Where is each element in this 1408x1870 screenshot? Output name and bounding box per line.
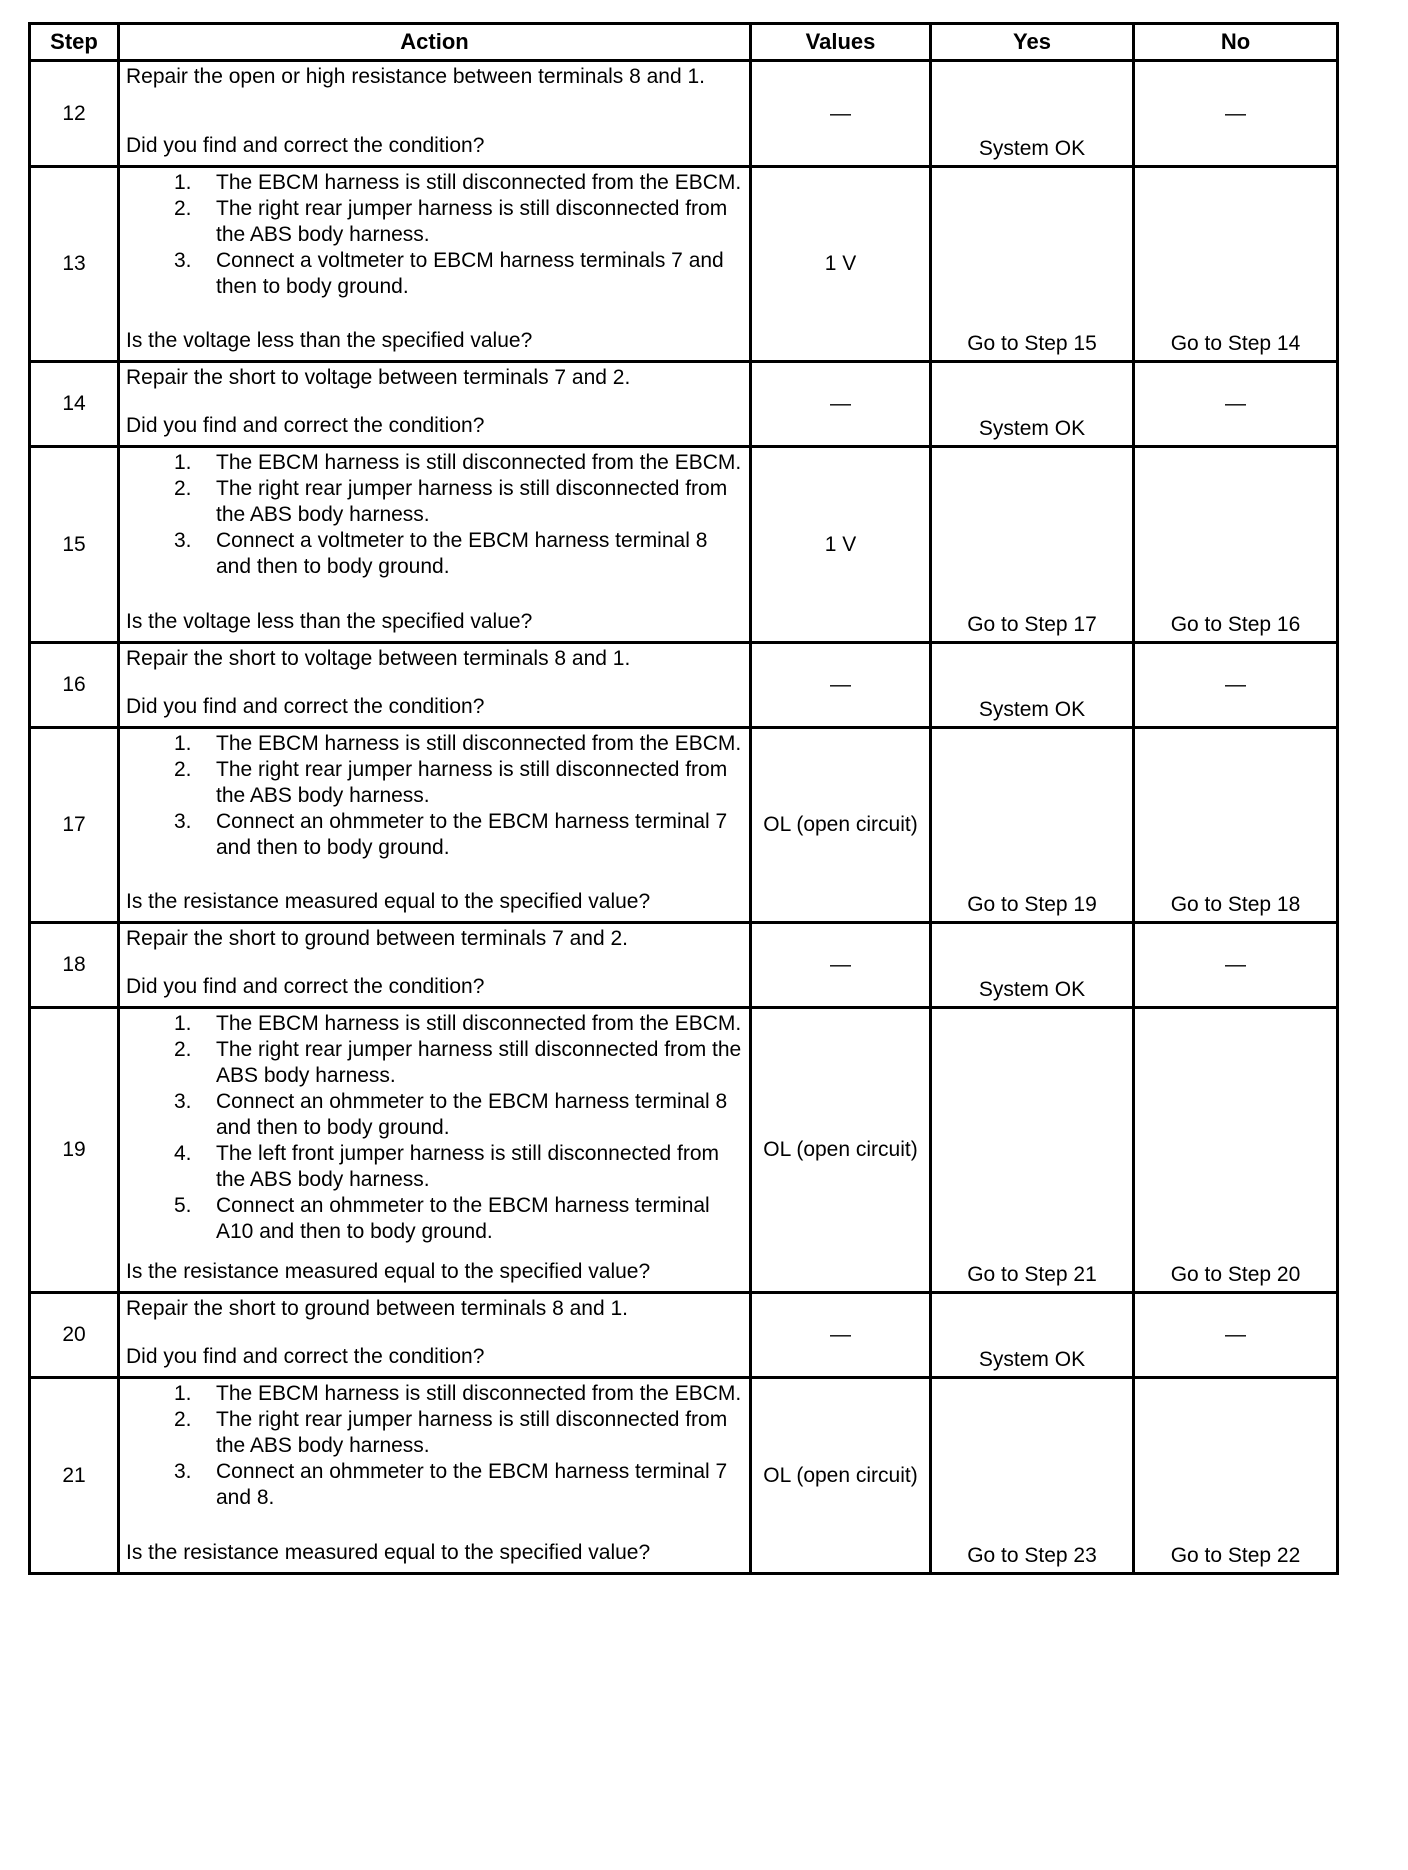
procedure-item-number: 2. <box>174 1408 192 1431</box>
procedure-item <box>126 1011 745 1037</box>
yes-cell <box>931 923 1134 1008</box>
procedure-item <box>126 809 745 861</box>
procedure-item <box>126 1459 745 1511</box>
header-step: Step <box>30 24 119 61</box>
no-cell <box>1134 1008 1338 1293</box>
action-question: Did you find and correct the condition? <box>126 1345 485 1368</box>
yes-result: System OK <box>978 417 1086 440</box>
procedure-item-text: Connect a voltmeter to EBCM harness terminals 7 and then to body ground. <box>216 249 724 298</box>
procedure-item <box>126 731 745 757</box>
table-row <box>30 923 1338 1008</box>
yes-cell <box>931 362 1134 447</box>
specified-value: — <box>830 101 851 125</box>
specified-value: — <box>830 673 851 696</box>
diagnostic-table <box>28 22 1339 1575</box>
yes-cell <box>931 643 1134 728</box>
procedure-item <box>126 1141 745 1193</box>
action-content <box>120 1009 749 1288</box>
action-text: Repair the short to ground between terminals 7 and 2. <box>126 927 628 950</box>
procedure-item-text: The EBCM harness is still disconnected from the EBCM. <box>216 451 742 474</box>
yes-result: Go to Step 19 <box>967 893 1097 916</box>
procedure-item <box>126 1381 745 1407</box>
procedure-item-number: 2. <box>174 1038 192 1061</box>
step-number: 19 <box>30 1008 119 1293</box>
header-values: Values <box>751 24 931 61</box>
action-content <box>120 62 749 162</box>
procedure-item <box>126 528 745 580</box>
action-cell <box>119 447 751 643</box>
action-question: Is the voltage less than the specified value? <box>126 610 533 633</box>
specified-value: — <box>830 1323 851 1346</box>
procedure-item-text: Connect an ohmmeter to the EBCM harness terminal 7 and 8. <box>216 1460 728 1509</box>
procedure-item <box>126 1193 745 1245</box>
procedure-list <box>126 1011 745 1245</box>
procedure-item-number: 5. <box>174 1194 192 1217</box>
procedure-item-text: The EBCM harness is still disconnected from the EBCM. <box>216 171 742 194</box>
table-row <box>30 1378 1338 1574</box>
action-question: Is the resistance measured equal to the specified value? <box>126 1260 651 1283</box>
table-row <box>30 167 1338 362</box>
specified-value: OL (open circuit) <box>763 813 918 836</box>
step-number: 18 <box>30 923 119 1008</box>
procedure-item-number: 3. <box>174 529 192 552</box>
action-content <box>120 729 749 918</box>
procedure-item-text: Connect an ohmmeter to the EBCM harness terminal 8 and then to body ground. <box>216 1090 728 1139</box>
procedure-item-number: 1. <box>174 451 192 474</box>
procedure-item-text: The right rear jumper harness is still disconnected from the ABS body harness. <box>216 1408 728 1457</box>
yes-result: Go to Step 21 <box>967 1263 1097 1286</box>
yes-result: System OK <box>978 978 1086 1001</box>
table-row <box>30 61 1338 167</box>
yes-cell <box>931 1378 1134 1574</box>
action-question: Is the voltage less than the specified value? <box>126 329 533 352</box>
no-cell <box>1134 61 1338 167</box>
action-cell <box>119 167 751 362</box>
procedure-item-number: 3. <box>174 1460 192 1483</box>
value-cell <box>751 61 931 167</box>
value-cell <box>751 1008 931 1293</box>
no-cell <box>1134 167 1338 362</box>
procedure-list <box>126 1381 745 1511</box>
yes-cell <box>931 167 1134 362</box>
action-question: Is the resistance measured equal to the specified value? <box>126 1541 651 1564</box>
no-result: Go to Step 20 <box>1170 1263 1301 1286</box>
specified-value: — <box>830 392 851 415</box>
yes-cell <box>931 728 1134 923</box>
action-cell <box>119 728 751 923</box>
action-content <box>120 644 749 723</box>
procedure-item-text: Connect a voltmeter to the EBCM harness terminal 8 and then to body ground. <box>216 529 708 578</box>
procedure-list <box>126 170 745 300</box>
procedure-item-number: 4. <box>174 1142 192 1165</box>
yes-result: Go to Step 17 <box>967 613 1097 636</box>
action-cell <box>119 362 751 447</box>
procedure-item-number: 2. <box>174 758 192 781</box>
action-text: Repair the open or high resistance between terminals 8 and 1. <box>126 65 706 88</box>
no-cell <box>1134 362 1338 447</box>
step-number: 21 <box>30 1378 119 1574</box>
procedure-item-number: 1. <box>174 1382 192 1405</box>
step-number: 16 <box>30 643 119 728</box>
specified-value: — <box>830 953 851 976</box>
step-number: 15 <box>30 447 119 643</box>
no-cell <box>1134 1378 1338 1574</box>
procedure-item <box>126 757 745 809</box>
table-row <box>30 1293 1338 1378</box>
procedure-item-number: 1. <box>174 732 192 755</box>
step-number: 20 <box>30 1293 119 1378</box>
procedure-item-number: 3. <box>174 810 192 833</box>
header-yes: Yes <box>931 24 1134 61</box>
value-cell <box>751 447 931 643</box>
specified-value: OL (open circuit) <box>763 1138 918 1161</box>
value-cell <box>751 167 931 362</box>
action-cell <box>119 1293 751 1378</box>
value-cell <box>751 728 931 923</box>
action-question: Did you find and correct the condition? <box>126 414 485 437</box>
no-result: — <box>1225 953 1246 976</box>
table-row <box>30 1008 1338 1293</box>
specified-value: 1 V <box>824 252 857 275</box>
action-content <box>120 168 749 357</box>
yes-result: System OK <box>978 137 1086 160</box>
table-row <box>30 362 1338 447</box>
table-row <box>30 643 1338 728</box>
yes-result: System OK <box>978 1348 1086 1371</box>
procedure-item-text: The EBCM harness is still disconnected from the EBCM. <box>216 1012 742 1035</box>
table-row <box>30 447 1338 643</box>
procedure-item-text: Connect an ohmmeter to the EBCM harness terminal 7 and then to body ground. <box>216 810 728 859</box>
action-content <box>120 448 749 638</box>
procedure-item-text: The right rear jumper harness is still disconnected from the ABS body harness. <box>216 197 728 246</box>
yes-result: System OK <box>978 698 1086 721</box>
yes-cell <box>931 1008 1134 1293</box>
action-content <box>120 1294 749 1373</box>
procedure-list <box>126 450 745 580</box>
no-result: Go to Step 22 <box>1170 1544 1301 1567</box>
no-cell <box>1134 1293 1338 1378</box>
no-result: — <box>1225 1323 1246 1346</box>
header-row <box>30 24 1338 61</box>
action-cell <box>119 643 751 728</box>
step-number: 13 <box>30 167 119 362</box>
no-result: — <box>1225 673 1246 696</box>
yes-result: Go to Step 23 <box>967 1544 1097 1567</box>
no-result: Go to Step 16 <box>1170 613 1301 636</box>
procedure-item-text: The EBCM harness is still disconnected from the EBCM. <box>216 1382 742 1405</box>
yes-cell <box>931 447 1134 643</box>
procedure-item <box>126 1037 745 1089</box>
action-text: Repair the short to ground between terminals 8 and 1. <box>126 1297 628 1320</box>
procedure-item <box>126 196 745 248</box>
procedure-item <box>126 476 745 528</box>
specified-value: 1 V <box>824 532 857 556</box>
action-text: Repair the short to voltage between terminals 7 and 2. <box>126 366 631 389</box>
action-text: Repair the short to voltage between terminals 8 and 1. <box>126 647 631 670</box>
procedure-item-text: The EBCM harness is still disconnected from the EBCM. <box>216 732 742 755</box>
action-cell <box>119 1008 751 1293</box>
action-question: Did you find and correct the condition? <box>126 134 485 157</box>
procedure-item <box>126 170 745 196</box>
action-question: Did you find and correct the condition? <box>126 975 485 998</box>
action-question: Is the resistance measured equal to the specified value? <box>126 890 651 913</box>
no-result: — <box>1225 101 1246 125</box>
procedure-item-text: The right rear jumper harness is still disconnected from the ABS body harness. <box>216 477 728 526</box>
header-no: No <box>1134 24 1338 61</box>
procedure-item-number: 3. <box>174 249 192 272</box>
value-cell <box>751 362 931 447</box>
action-cell <box>119 923 751 1008</box>
value-cell <box>751 1378 931 1574</box>
procedure-item-number: 1. <box>174 1012 192 1035</box>
header-action: Action <box>119 24 751 61</box>
table-body <box>30 61 1338 1574</box>
procedure-item <box>126 1407 745 1459</box>
value-cell <box>751 643 931 728</box>
yes-cell <box>931 1293 1134 1378</box>
procedure-item-number: 2. <box>174 477 192 500</box>
yes-result: Go to Step 15 <box>967 332 1097 355</box>
table-row <box>30 728 1338 923</box>
no-result: Go to Step 14 <box>1170 332 1301 355</box>
value-cell <box>751 923 931 1008</box>
procedure-item-text: The right rear jumper harness still disconnected from the ABS body harness. <box>216 1038 742 1087</box>
value-cell <box>751 1293 931 1378</box>
action-question: Did you find and correct the condition? <box>126 695 485 718</box>
action-cell <box>119 61 751 167</box>
no-result: Go to Step 18 <box>1170 893 1301 916</box>
procedure-item <box>126 1089 745 1141</box>
procedure-list <box>126 731 745 861</box>
no-cell <box>1134 728 1338 923</box>
specified-value: OL (open circuit) <box>763 1463 918 1487</box>
procedure-item-text: The right rear jumper harness is still disconnected from the ABS body harness. <box>216 758 728 807</box>
no-cell <box>1134 643 1338 728</box>
procedure-item-text: Connect an ohmmeter to the EBCM harness terminal A10 and then to body ground. <box>216 1194 710 1243</box>
step-number: 12 <box>30 61 119 167</box>
procedure-item-number: 2. <box>174 197 192 220</box>
action-content <box>120 1379 749 1569</box>
no-cell <box>1134 447 1338 643</box>
procedure-item-text: The left front jumper harness is still disconnected from the ABS body harness. <box>216 1142 720 1191</box>
procedure-item <box>126 248 745 300</box>
procedure-item-number: 1. <box>174 171 192 194</box>
no-result: — <box>1225 392 1246 415</box>
action-content <box>120 924 749 1003</box>
action-cell <box>119 1378 751 1574</box>
step-number: 17 <box>30 728 119 923</box>
action-content <box>120 363 749 442</box>
yes-cell <box>931 61 1134 167</box>
step-number: 14 <box>30 362 119 447</box>
procedure-item <box>126 450 745 476</box>
no-cell <box>1134 923 1338 1008</box>
procedure-item-number: 3. <box>174 1090 192 1113</box>
